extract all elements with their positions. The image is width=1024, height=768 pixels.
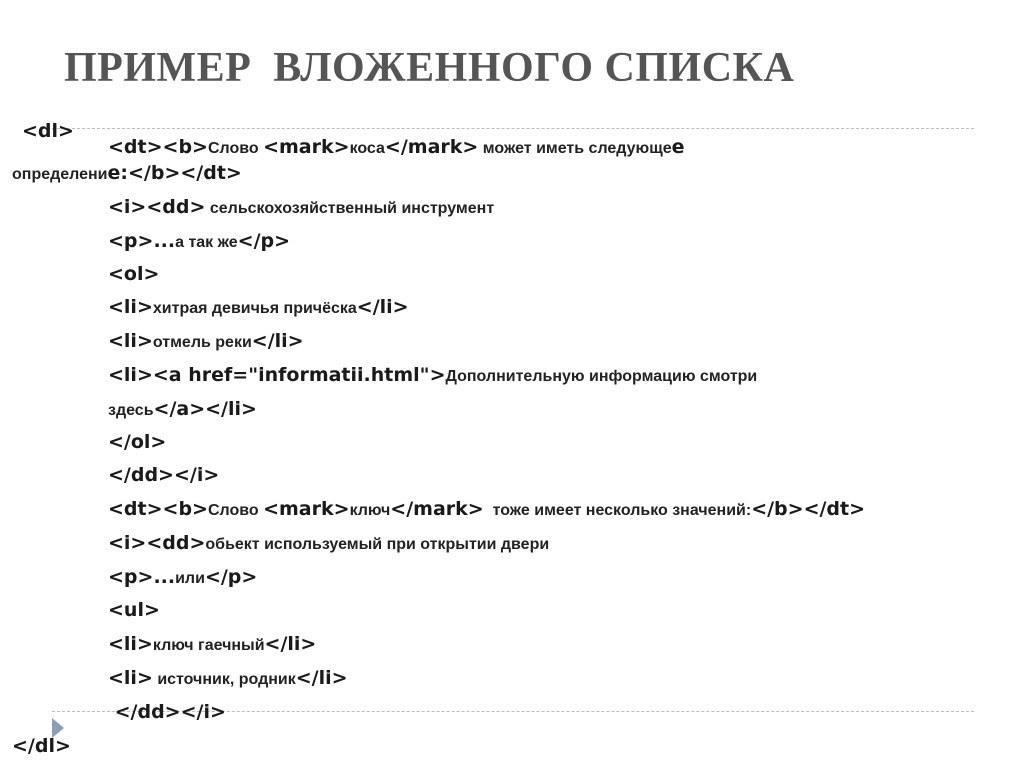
code-token: е: [671, 136, 685, 158]
code-token: </li>: [295, 667, 348, 689]
code-token: </mark>: [384, 136, 479, 158]
code-token: <li><a href="informatii.html">: [108, 364, 446, 386]
code-line-li-2: [108, 332, 304, 351]
code-token: <dt><b>: [108, 498, 208, 520]
code-token: <p>...: [108, 230, 176, 252]
code-text: тоже имеет несколько значений:: [483, 502, 752, 519]
code-token: <li>: [108, 296, 153, 318]
code-text: источник, родник: [152, 671, 296, 688]
code-text: Слово: [207, 140, 264, 157]
code-token: </dd></i>: [108, 701, 226, 723]
code-line-p-2: [108, 568, 257, 587]
code-token: </li>: [356, 296, 409, 318]
top-divider: [52, 128, 974, 129]
code-line-dd-2-close: [108, 703, 226, 722]
code-line-li-3-cont: [108, 400, 257, 419]
code-text: Дополнительную информацию смотри: [445, 368, 758, 385]
code-token: <li>: [108, 633, 153, 655]
code-line-dd-1-close: [108, 466, 219, 485]
code-line-li-4: [108, 635, 316, 654]
code-token: <mark>: [263, 498, 350, 520]
code-text: здесь: [108, 402, 154, 419]
code-token: </dd></i>: [108, 464, 220, 486]
code-token: <dl>: [22, 120, 74, 142]
code-line-li-3: [108, 366, 757, 385]
code-line-li-1: [108, 298, 409, 317]
code-token: </mark>: [390, 498, 484, 520]
code-text: хитрая девичья причёска: [152, 300, 357, 317]
code-line-p-1: [108, 232, 290, 251]
code-token: <ol>: [108, 263, 160, 285]
code-token: <ul>: [108, 599, 160, 621]
code-token: <i><dd>: [108, 196, 206, 218]
code-line-dd-2: [108, 534, 549, 553]
code-text: коса: [349, 140, 385, 157]
code-text: обьект используемый при открытии двери: [205, 536, 550, 553]
code-token: </li>: [251, 330, 304, 352]
code-line-dt-1-cont: [12, 164, 242, 183]
code-token: </a></li>: [153, 398, 257, 420]
code-text: ключ гаечный: [152, 637, 265, 654]
code-line-dl-close: [12, 737, 71, 756]
code-token: </dl>: [12, 735, 71, 757]
code-token: <li>: [108, 330, 153, 352]
code-token: </li>: [264, 633, 317, 655]
code-text: Слово: [207, 502, 264, 519]
code-token: <p>...: [108, 566, 176, 588]
code-line-ol-close: [108, 433, 166, 452]
code-token: </p>: [204, 566, 258, 588]
code-text: а так же: [175, 234, 238, 251]
code-token: </b></dt>: [751, 498, 866, 520]
code-text: ключ: [349, 502, 391, 519]
code-token: <mark>: [263, 136, 350, 158]
code-text: или: [175, 570, 205, 587]
code-line-li-5: [108, 669, 348, 688]
code-text: может иметь следующе: [478, 140, 672, 157]
code-line-ol-open: [108, 265, 159, 284]
code-line-ul-open: [108, 601, 160, 620]
code-line-dd-1: [108, 198, 494, 217]
code-text: определени: [12, 166, 108, 183]
code-token: <dt><b>: [108, 136, 208, 158]
code-line-dt-2: [108, 500, 865, 519]
code-line-dl-open: [12, 104, 74, 141]
code-line-dt-1: [108, 138, 685, 157]
code-token: </p>: [237, 230, 291, 252]
code-token: </ol>: [108, 431, 167, 453]
code-token: е:</b></dt>: [107, 162, 242, 184]
code-token: <i><dd>: [108, 532, 206, 554]
code-text: сельскохозяйственный инструмент: [205, 200, 495, 217]
code-text: отмель реки: [152, 334, 252, 351]
slide-title: ПРИМЕР ВЛОЖЕННОГО СПИСКА: [64, 45, 795, 91]
code-token: <li>: [108, 667, 153, 689]
